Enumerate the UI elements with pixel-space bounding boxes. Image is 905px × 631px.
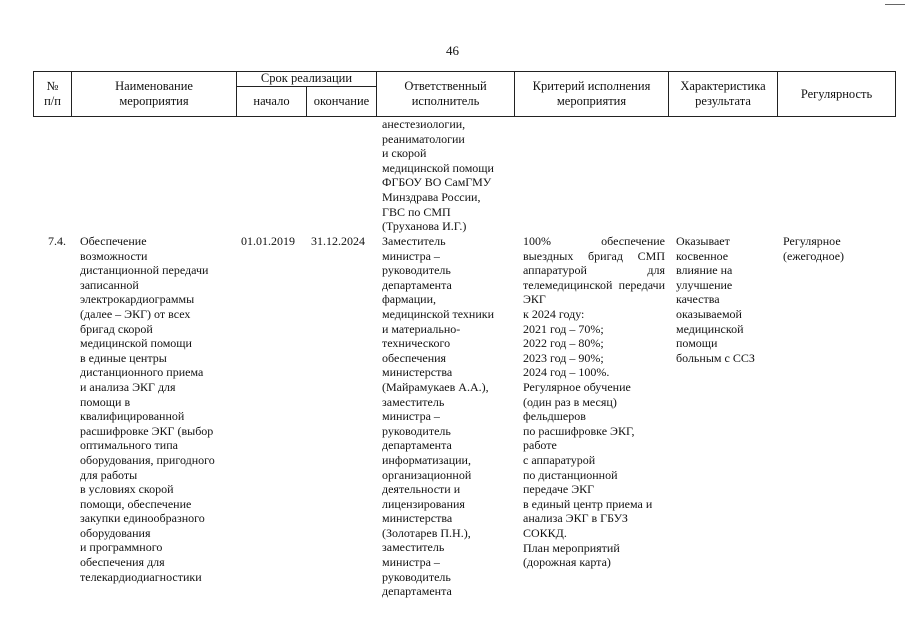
header-number: № п/п <box>44 79 61 108</box>
row-result: Оказывает косвенное влияние на улучшение качества оказываемой медицинской помощи больным с ССЗ <box>676 234 755 365</box>
row-criterion: к 2024 году: 2021 год – 70%; 2022 год – 80%; 2023 год – 90%; 2024 год – 100%. Регулярное обучение (один раз в месяц) фельдшеров по расшифровке ЭКГ, работе с аппаратурой по дистанционной передаче ЭКГ в единый центр приема и анализа ЭКГ в ГБУЗ СОККД. План мероприятий (дорожная карта) <box>523 307 653 570</box>
row-start-date: 01.01.2019 <box>241 234 295 248</box>
row-name: Обеспечение возможности дистанционной передачи записанной электрокардиограммы (далее – ЭКГ) от всех бригад скорой медицинской помощи в единые центры дистанционного приема и анализа ЭКГ для помощи в квалифицированной расшифровке ЭКГ (выбор оптимального типа оборудования, пригодного для работы в условиях скорой помощи, обеспечение закупки единообразного оборудования и программного обеспечения для телекардиодиагностики <box>80 234 215 584</box>
row-number: 7.4. <box>48 234 66 248</box>
table-right-border <box>895 71 896 117</box>
scan-corner-mark <box>885 0 905 5</box>
row-end-date: 31.12.2024 <box>311 234 365 248</box>
row-regularity: Регулярное (ежегодное) <box>783 234 845 263</box>
header-start: начало <box>253 94 290 108</box>
page-number: 46 <box>446 43 459 58</box>
header-responsible: Ответственный исполнитель <box>404 79 487 108</box>
header-result: Характеристика результата <box>680 79 766 108</box>
header-regularity: Регулярность <box>800 86 873 101</box>
row-criterion-intro: 100% обеспечение выездных бригад СМП аппаратурой для телемедицинской передачи ЭКГ <box>523 234 665 307</box>
continued-responsible-text: анестезиологии, реаниматологии и скорой медицинской помощи ФГБОУ ВО СамГМУ Минздрава России, ГВС по СМП (Труханова И.Г.) <box>382 117 494 234</box>
header-period: Срок реализации <box>260 71 353 85</box>
header-end: окончание <box>313 94 370 108</box>
header-criterion: Критерий исполнения мероприятия <box>532 79 651 108</box>
row-responsible: Заместитель министра – руководитель департамента фармации, медицинской техники и материально- технического обеспечения министерства (Майрамукаев А.А.), заместитель министра – руководитель департамента информатизации, организационной деятельности и лицензирования министерства (Золотарев П.Н.), заместитель министра – руководитель департамента <box>382 234 495 599</box>
header-name: Наименование мероприятия <box>115 79 193 108</box>
